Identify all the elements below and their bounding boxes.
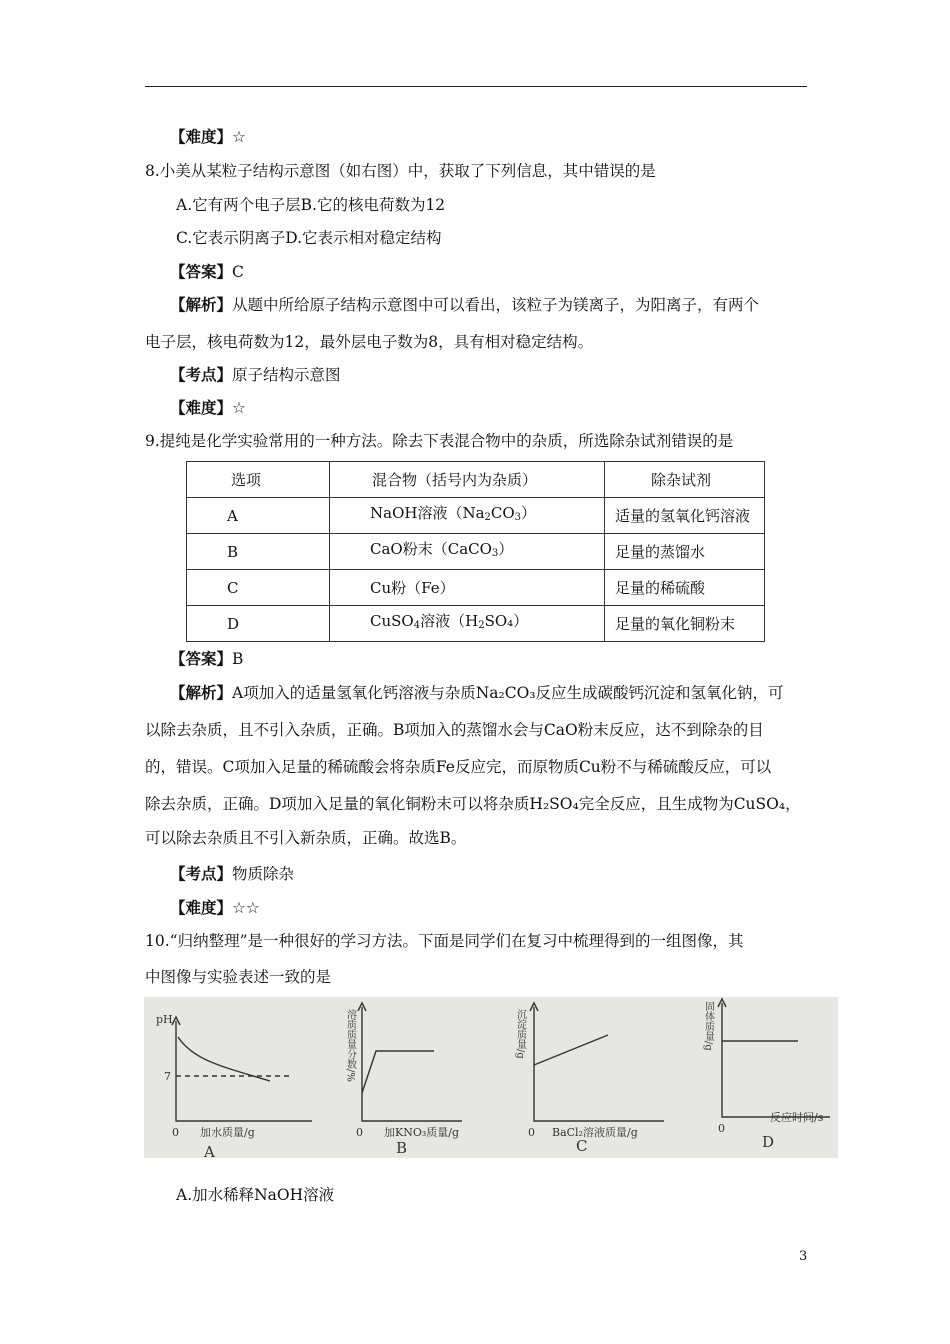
- reagent-cell: 适量的氢氧化钙溶液: [605, 498, 765, 534]
- graph-d-origin: 0: [718, 1122, 725, 1135]
- graph-d-xlabel: 反应时间/s: [770, 1111, 824, 1124]
- q9-analysis-1: 【解析】A项加入的适量氢氧化钙溶液与杂质Na₂CO₃反应生成碳酸钙沉淀和氢氧化钠，可: [170, 683, 784, 702]
- reagent-cell: 足量的稀硫酸: [605, 570, 765, 606]
- q9-analysis-3: 的，错误。C项加入足量的稀硫酸会将杂质Fe反应完，而原物质Cu粉不与稀硫酸反应，可以: [145, 758, 772, 776]
- q8-stem: 8.小美从某粒子结构示意图（如右图）中，获取了下列信息，其中错误的是: [145, 162, 656, 180]
- mixture-cell: CaO粉末（CaCO$_3$）: [330, 534, 605, 570]
- q10-stem-1: 10.“归纳整理”是一种很好的学习方法。下面是同学们在复习中梳理得到的一组图像，其: [145, 932, 744, 950]
- q7-difficulty: 【难度】☆: [170, 127, 246, 146]
- option-cell: A: [187, 498, 330, 534]
- graph-c-line: [534, 1035, 608, 1065]
- table-header-row: [187, 462, 765, 498]
- graph-b-origin: 0: [356, 1126, 363, 1139]
- q10-stem-2: 中图像与实验表述一致的是: [145, 968, 332, 986]
- table-header-cell: 选项: [187, 462, 330, 498]
- graph-a-curve: [178, 1037, 270, 1081]
- graph-c-letter: C: [576, 1137, 588, 1155]
- table-header-cell: 混合物（括号内为杂质）: [330, 462, 605, 498]
- q8-options-1: A.它有两个电子层B.它的核电荷数为12: [176, 196, 446, 214]
- graph-d-letter: D: [762, 1133, 775, 1151]
- graph-a-letter: A: [204, 1143, 215, 1158]
- graph-c-ylabel: 沉淀质量/g: [514, 1009, 526, 1059]
- table-row: [187, 534, 765, 570]
- q8-analysis-2: 电子层，核电荷数为12，最外层电子数为8，具有相对稳定结构。: [145, 333, 594, 351]
- header-rule: [145, 86, 807, 87]
- graph-a-origin: 0: [172, 1126, 179, 1139]
- graph-b-line: [362, 1051, 434, 1093]
- reagent-cell: 足量的氧化铜粉末: [605, 606, 765, 642]
- graph-a-ref-value: 7: [164, 1070, 171, 1083]
- graph-b-ylabel: 溶质质量分数/%: [344, 1009, 356, 1082]
- q8-options-2: C.它表示阴离子D.它表示相对稳定结构: [176, 229, 442, 247]
- graph-c-xlabel: BaCl₂溶液质量/g: [552, 1126, 638, 1139]
- q8-answer: 【答案】C: [170, 262, 244, 281]
- graph-a-ylabel: pH: [156, 1013, 173, 1026]
- table-row: [187, 606, 765, 642]
- mixture-cell: NaOH溶液$(Na_2CO_3)$: [330, 498, 605, 534]
- graph-d-ylabel: 固体质量/g: [702, 1001, 714, 1051]
- graph-a-xlabel: 加水质量/g: [200, 1126, 255, 1139]
- q9-analysis-2: 以除去杂质，且不引入杂质，正确。B项加入的蒸馏水会与CaO粉末反应，达不到除杂的目: [145, 721, 764, 739]
- graph-a-axes: [176, 1021, 312, 1121]
- graphs-figure: [144, 997, 838, 1158]
- graph-b-axes: [362, 1007, 462, 1121]
- q8-topic: 【考点】原子结构示意图: [170, 365, 341, 384]
- graphs-svg: [144, 997, 838, 1158]
- graph-b-letter: B: [396, 1139, 408, 1157]
- reagent-cell: 足量的蒸馏水: [605, 534, 765, 570]
- q9-analysis-4: 除去杂质，正确。D项加入足量的氧化铜粉末可以将杂质H₂SO₄完全反应，且生成物为CuSO₄，: [145, 795, 801, 813]
- q8-difficulty: 【难度】☆: [170, 398, 246, 417]
- option-cell: D: [187, 606, 330, 642]
- table-header-cell: 除杂试剂: [605, 462, 765, 498]
- option-cell: C: [187, 570, 330, 606]
- table-row: [187, 498, 765, 534]
- graph-c-origin: 0: [528, 1126, 535, 1139]
- graph-c-axes: [534, 1007, 664, 1121]
- q9-stem: 9.提纯是化学实验常用的一种方法。除去下表混合物中的杂质，所选除杂试剂错误的是: [145, 432, 734, 450]
- page-number: 3: [799, 1249, 808, 1264]
- q8-analysis-1: 【解析】从题中所给原子结构示意图中可以看出，该粒子为镁离子，为阳离子，有两个: [170, 295, 760, 314]
- mixture-cell: CuSO$_4$溶液$(H_2SO_4)$: [330, 606, 605, 642]
- q9-answer: 【答案】B: [170, 649, 244, 668]
- q9-analysis-5: 可以除去杂质且不引入新杂质，正确。故选B。: [145, 829, 467, 847]
- q9-difficulty: 【难度】☆☆: [170, 898, 260, 917]
- impurity-table: [186, 461, 765, 642]
- graph-b-xlabel: 加KNO₃质量/g: [384, 1126, 460, 1139]
- q9-topic: 【考点】物质除杂: [170, 864, 295, 883]
- mixture-cell: Cu粉（Fe）: [330, 570, 605, 606]
- graph-d-axes: [722, 1003, 830, 1117]
- option-cell: B: [187, 534, 330, 570]
- q10-option-a: A.加水稀释NaOH溶液: [176, 1186, 335, 1204]
- table-row: [187, 570, 765, 606]
